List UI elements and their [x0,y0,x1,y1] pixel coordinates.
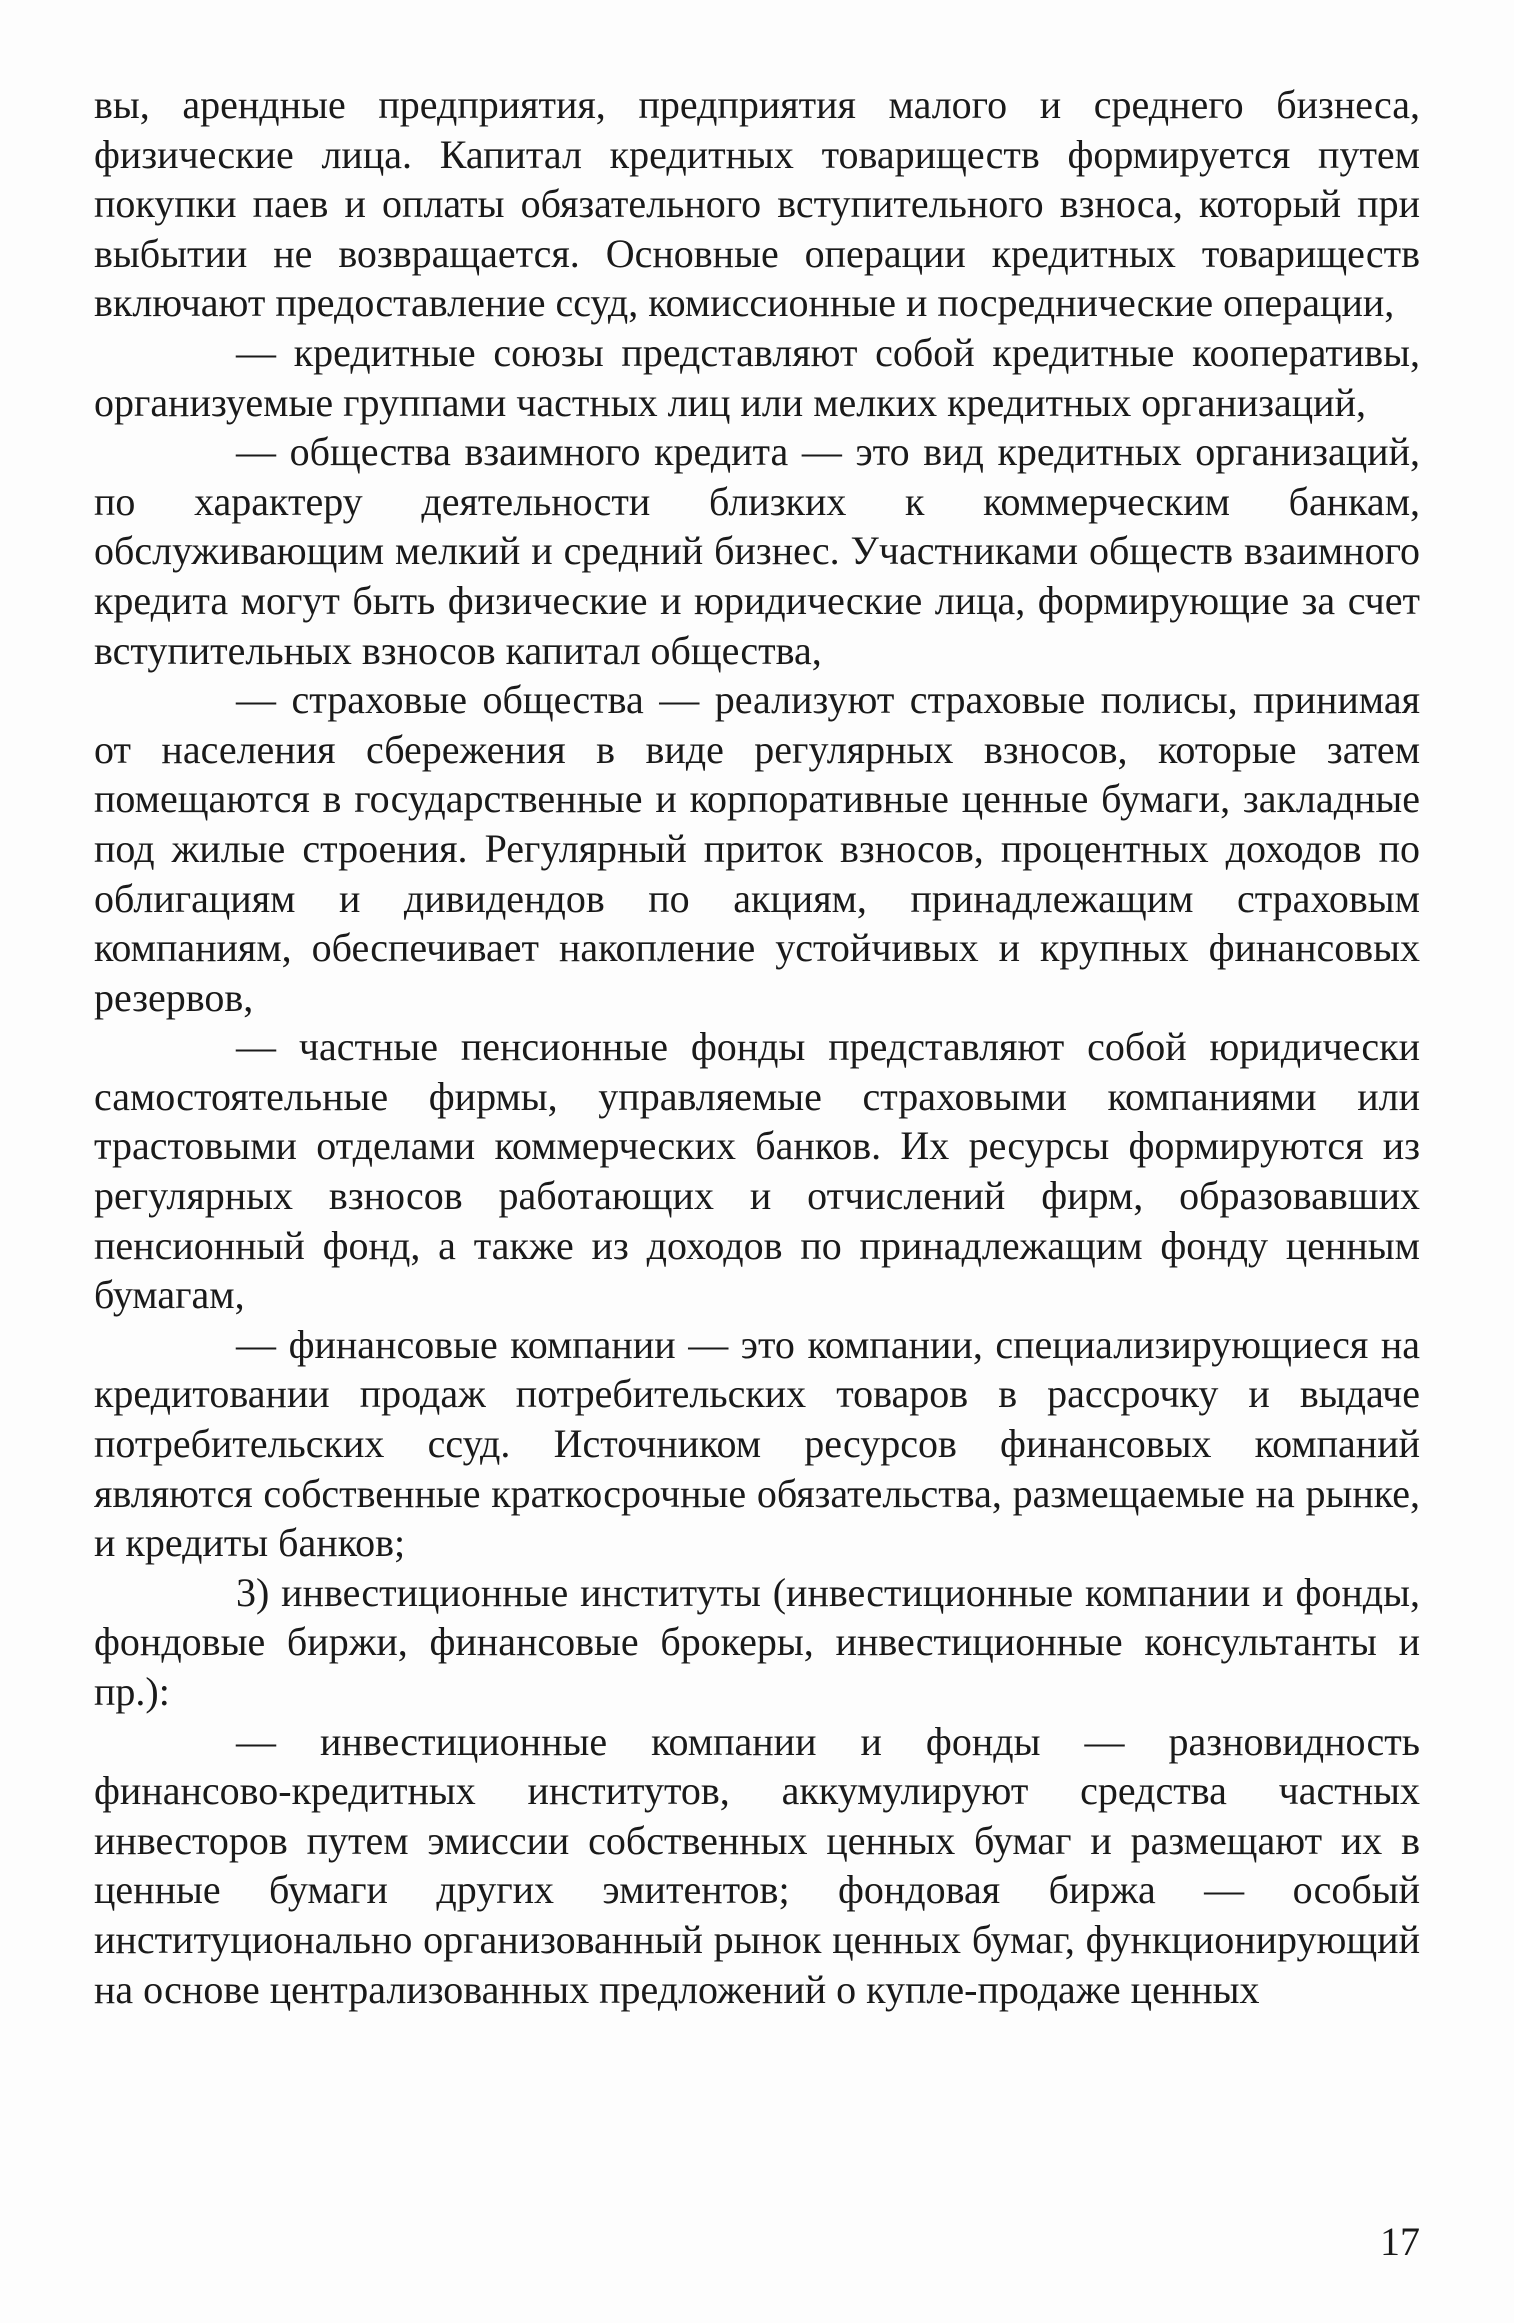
paragraph: — частные пенсионные фонды представляют собой юридически самостоятельные фирмы, управляемые страховыми компаниями или трастовыми отделами коммерческих банков. Их ресурсы формируются из регулярных взносов работающих и отчислений фирм, образовавших пенсионный фонд, а также из доходов по принадлежащим фонду ценным бумагам, [94,1024,1420,1318]
paragraph: — страховые общества — реализуют страховые полисы, принимая от населения сбережения в виде регулярных взносов, которые затем помещаются в государственные и корпоративные ценные бумаги, закладные под жилые строения. Регулярный приток взносов, процентных доходов по облигациям и дивидендов по акциям, принадлежащим страховым компаниям, обеспечивает накопление устойчивых и крупных финансовых резервов, [94,677,1420,1020]
page-number: 17 [1380,2219,1420,2264]
body-text [94,80,1420,2014]
paragraph: — инвестиционные компании и фонды — разновидность финансово-кредитных институтов, аккумулируют средства частных инвесторов путем эмиссии собственных ценных бумаг и размещают их в ценные бумаги других эмитентов; фондовая биржа — особый институционально организованный рынок ценных бумаг, функционирующий на основе централизованных предложений о купле-продаже ценных [94,1718,1420,2012]
paragraph: 3) инвестиционные институты (инвестиционные компании и фонды, фондовые биржи, финансовые брокеры, инвестиционные консультанты и пр.): [94,1569,1420,1714]
paragraph: вы, арендные предприятия, предприятия малого и среднего бизнеса, физические лица. Капитал кредитных товариществ формируется путем покупки паев и оплаты обязательного вступительного взноса, который при выбытии не возвращается. Основные операции кредитных товариществ включают предоставление ссуд, комиссионные и посреднические операции, [94,82,1420,326]
paragraph: — общества взаимного кредита — это вид кредитных организаций, по характеру деятельности близких к коммерческим банкам, обслуживающим мелкий и средний бизнес. Участниками обществ взаимного кредита могут быть физические и юридические лица, формирующие за счет вступительных взносов капитал общества, [94,429,1420,673]
paragraph: — финансовые компании — это компании, специализирующиеся на кредитовании продаж потребительских товаров в рассрочку и выдаче потребительских ссуд. Источником ресурсов финансовых компаний являются собственные краткосрочные обязательства, размещаемые на рынке, и кредиты банков; [94,1321,1420,1566]
paragraph: — кредитные союзы представляют собой кредитные кооперативы, организуемые группами частных лиц или мелких кредитных организаций, [94,329,1420,425]
